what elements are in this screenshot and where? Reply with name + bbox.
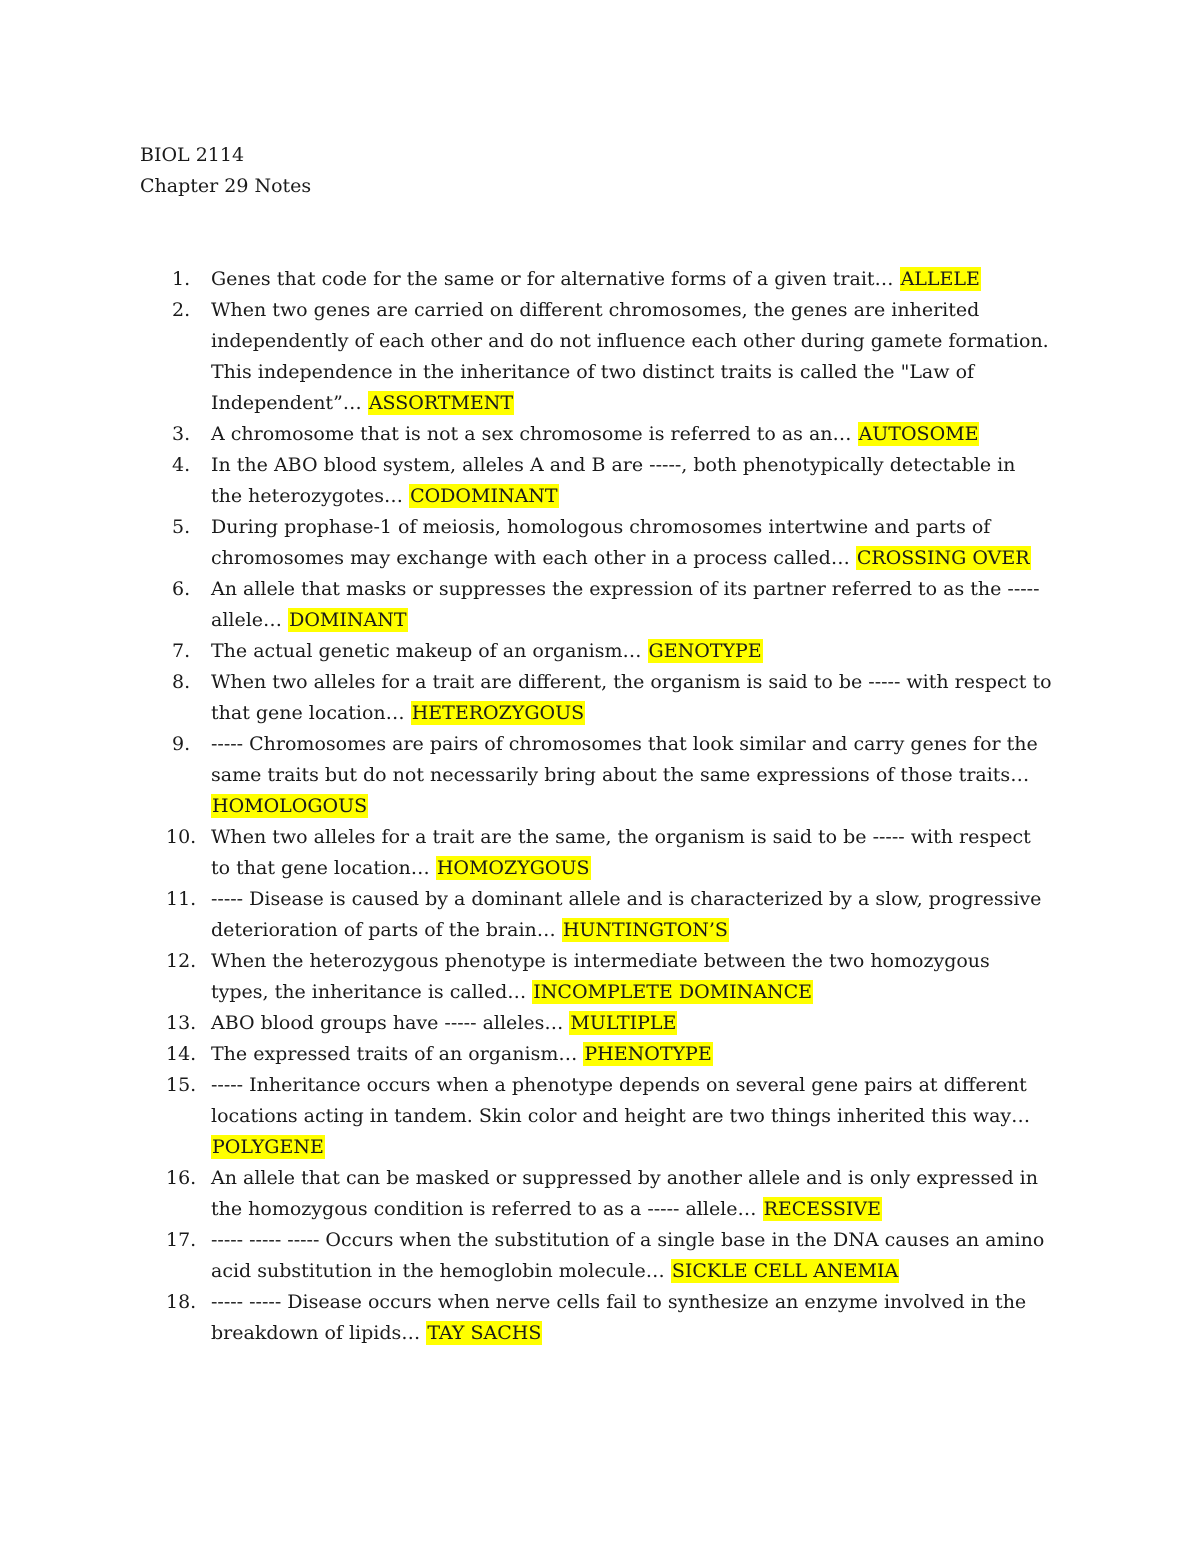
- item-number: 4.: [172, 454, 191, 476]
- item-number: 17.: [166, 1229, 197, 1251]
- list-item: [172, 264, 1052, 295]
- question-text: An allele that can be masked or suppressed by another allele and is only expressed in the homozygous condition is referred to as a ----- allele…: [211, 1167, 1038, 1220]
- item-number: 13.: [166, 1012, 197, 1034]
- question-text: ABO blood groups have ----- alleles…: [211, 1012, 570, 1034]
- list-item: [166, 946, 1052, 1008]
- list-item: [172, 729, 1052, 822]
- course-code: BIOL 2114: [140, 144, 245, 166]
- answer-highlight: TAY SACHS: [427, 1322, 542, 1344]
- list-item: [172, 450, 1052, 512]
- answer-highlight: HOMOLOGOUS: [212, 795, 368, 817]
- item-number: 1.: [172, 268, 191, 290]
- list-item: [166, 884, 1052, 946]
- question-text: The actual genetic makeup of an organism…: [211, 640, 648, 662]
- answer-highlight: GENOTYPE: [648, 640, 762, 662]
- item-number: 9.: [172, 733, 191, 755]
- item-number: 14.: [166, 1043, 197, 1065]
- item-number: 2.: [172, 299, 191, 321]
- question-text: In the ABO blood system, alleles A and B are -----, both phenotypically detectable in the heterozygotes…: [211, 454, 1016, 507]
- question-text: During prophase-1 of meiosis, homologous chromosomes intertwine and parts of chromosomes may exchange with each other in a process called…: [211, 516, 991, 569]
- question-text: ----- ----- Disease occurs when nerve cells fail to synthesize an enzyme involved in the breakdown of lipids…: [211, 1291, 1027, 1344]
- question-list: [166, 264, 1052, 1349]
- item-number: 11.: [166, 888, 197, 910]
- answer-highlight: INCOMPLETE DOMINANCE: [533, 981, 812, 1003]
- question-text: A chromosome that is not a sex chromosome is referred to as an…: [211, 423, 858, 445]
- item-number: 18.: [166, 1291, 197, 1313]
- list-item: [166, 1287, 1052, 1349]
- list-item: [172, 512, 1052, 574]
- list-item: [172, 636, 1052, 667]
- item-number: 12.: [166, 950, 197, 972]
- item-number: 15.: [166, 1074, 197, 1096]
- item-number: 7.: [172, 640, 191, 662]
- list-item: [172, 667, 1052, 729]
- item-number: 6.: [172, 578, 191, 600]
- question-text: ----- Disease is caused by a dominant allele and is characterized by a slow, progressive deterioration of parts of the brain…: [211, 888, 1042, 941]
- question-text: When two alleles for a trait are different, the organism is said to be ----- with respect to that gene location…: [211, 671, 1052, 724]
- question-text: An allele that masks or suppresses the expression of its partner referred to as the ----- allele…: [211, 578, 1040, 631]
- list-item: [166, 1039, 1052, 1070]
- answer-highlight: POLYGENE: [212, 1136, 324, 1158]
- item-number: 8.: [172, 671, 191, 693]
- question-text: The expressed traits of an organism…: [211, 1043, 584, 1065]
- answer-highlight: DOMINANT: [289, 609, 407, 631]
- list-item: [172, 574, 1052, 636]
- question-text: ----- Chromosomes are pairs of chromosomes that look similar and carry genes for the same traits but do not necessarily bring about the same expressions of those traits…: [211, 733, 1038, 786]
- answer-highlight: HOMOZYGOUS: [436, 857, 590, 879]
- answer-highlight: RECESSIVE: [763, 1198, 881, 1220]
- question-text: When the heterozygous phenotype is intermediate between the two homozygous types, the inheritance is called…: [211, 950, 990, 1003]
- answer-highlight: CROSSING OVER: [856, 547, 1030, 569]
- list-item: [172, 419, 1052, 450]
- answer-highlight: AUTOSOME: [858, 423, 979, 445]
- list-item: [166, 1225, 1052, 1287]
- question-text: Genes that code for the same or for alternative forms of a given trait…: [211, 268, 900, 290]
- question-text: When two genes are carried on different chromosomes, the genes are inherited independently of each other and do not influence each other during gamete formation. This independence in the inheritance of two distinct traits is called the "Law of Independent”…: [211, 299, 1049, 414]
- list-item: [166, 1070, 1052, 1163]
- answer-highlight: ALLELE: [900, 268, 980, 290]
- question-text: ----- Inheritance occurs when a phenotype depends on several gene pairs at different locations acting in tandem. Skin color and height are two things inherited this way…: [211, 1074, 1031, 1127]
- answer-highlight: HETEROZYGOUS: [411, 702, 585, 724]
- answer-highlight: ASSORTMENT: [368, 392, 514, 414]
- answer-highlight: HUNTINGTON’S: [562, 919, 728, 941]
- item-number: 10.: [166, 826, 197, 848]
- answer-highlight: PHENOTYPE: [584, 1043, 712, 1065]
- list-item: [172, 295, 1052, 419]
- list-item: [166, 822, 1052, 884]
- chapter-title: Chapter 29 Notes: [140, 175, 312, 197]
- item-number: 16.: [166, 1167, 197, 1189]
- document-header: [140, 140, 311, 202]
- list-item: [166, 1008, 1052, 1039]
- answer-highlight: MULTIPLE: [570, 1012, 677, 1034]
- item-number: 5.: [172, 516, 191, 538]
- answer-highlight: SICKLE CELL ANEMIA: [671, 1260, 899, 1282]
- question-text: ----- ----- ----- Occurs when the substitution of a single base in the DNA causes an amino acid substitution in the hemoglobin molecule…: [211, 1229, 1045, 1282]
- item-number: 3.: [172, 423, 191, 445]
- list-item: [166, 1163, 1052, 1225]
- question-text: When two alleles for a trait are the same, the organism is said to be ----- with respect to that gene location…: [211, 826, 1031, 879]
- answer-highlight: CODOMINANT: [410, 485, 558, 507]
